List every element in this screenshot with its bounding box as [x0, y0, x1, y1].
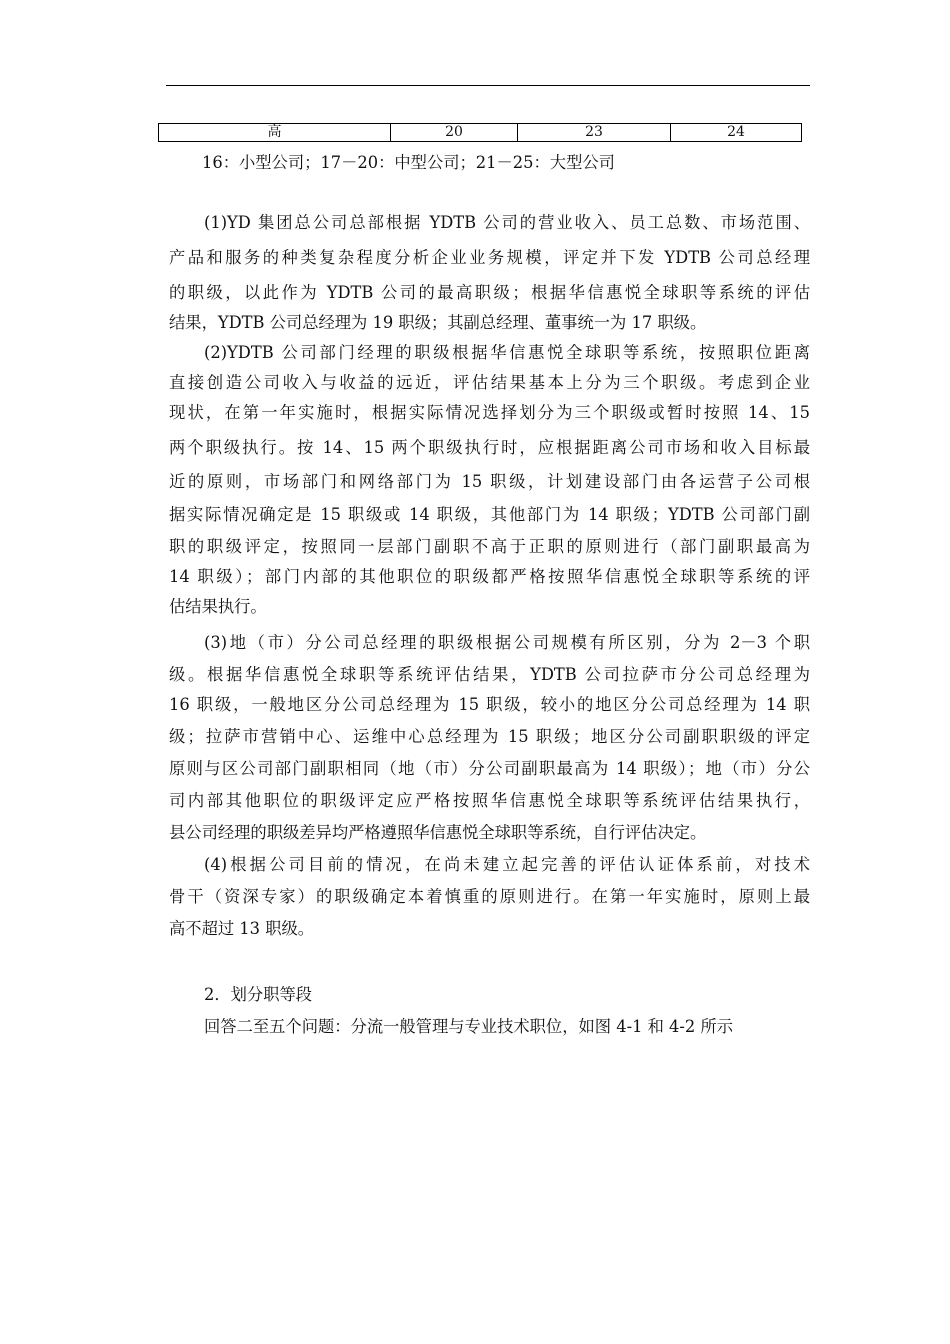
paragraph-2-line-7: 职的职级评定，按照同一层部门副职不高于正职的原则进行（部门副职最高为	[169, 537, 810, 556]
section-heading: 2．划分职等段	[204, 985, 313, 1004]
paragraph-2-line-2: 直接创造公司收入与收益的远近，评估结果基本上分为三个职级。考虑到企业	[169, 373, 810, 392]
table-cell-value: 24	[671, 124, 802, 142]
paragraph-3-line-3: 16 职级，一般地区分公司总经理为 15 职级，较小的地区分公司总经理为 14 职	[169, 695, 810, 714]
paragraph-1-line-2: 产品和服务的种类复杂程度分析企业业务规模，评定并下发 YDTB 公司总经理	[169, 248, 810, 267]
paragraph-4-line-1: (4)根据公司目前的情况，在尚未建立起完善的评估认证体系前，对技术	[204, 855, 810, 874]
table-cell-level: 高	[159, 124, 391, 142]
paragraph-2-line-6: 据实际情况确定是 15 职级或 14 职级，其他部门为 14 职级；YDTB 公司部门副	[169, 505, 810, 524]
paragraph-1-line-3: 的职级，以此作为 YDTB 公司的最高职级；根据华信惠悦全球职等系统的评估	[169, 283, 810, 302]
paragraph-4-line-2: 骨干（资深专家）的职级确定本着慎重的原则进行。在第一年实施时，原则上最	[169, 887, 810, 906]
paragraph-2-line-5: 近的原则，市场部门和网络部门为 15 职级，计划建设部门由各运营子公司根	[169, 472, 810, 491]
paragraph-3-line-2: 级。根据华信惠悦全球职等系统评估结果，YDTB 公司拉萨市分公司总经理为	[169, 665, 810, 684]
paragraph-3-line-7: 县公司经理的职级差异均严格遵照华信惠悦全球职等系统，自行评估决定。	[169, 823, 707, 842]
paragraph-3-line-6: 司内部其他职位的职级评定应严格按照华信惠悦全球职等系统评估结果执行，	[169, 791, 810, 810]
paragraph-3-line-1: (3)地（市）分公司总经理的职级根据公司规模有所区别，分为 2－3 个职	[204, 633, 810, 652]
paragraph-1-line-1: (1)YD 集团总公司总部根据 YDTB 公司的营业收入、员工总数、市场范围、	[204, 213, 810, 232]
closing-line: 回答二至五个问题：分流一般管理与专业技术职位，如图 4-1 和 4-2 所示	[204, 1017, 734, 1036]
table-cell-value: 23	[518, 124, 671, 142]
paragraph-1-line-4: 结果，YDTB 公司总经理为 19 职级；其副总经理、董事统一为 17 职级。	[169, 313, 707, 332]
size-table	[158, 123, 802, 142]
paragraph-2-line-1: (2)YDTB 公司部门经理的职级根据华信惠悦全球职等系统，按照职位距离	[204, 343, 810, 362]
size-note: 16：小型公司；17－20：中型公司；21－25：大型公司	[202, 153, 615, 172]
header-rule	[166, 85, 810, 86]
paragraph-2-line-9: 估结果执行。	[169, 597, 267, 616]
paragraph-2-line-3: 现状，在第一年实施时，根据实际情况选择划分为三个职级或暂时按照 14、15	[169, 403, 810, 422]
paragraph-4-line-3: 高不超过 13 职级。	[169, 919, 315, 938]
table-cell-value: 20	[391, 124, 518, 142]
paragraph-3-line-4: 级；拉萨市营销中心、运维中心总经理为 15 职级；地区分公司副职职级的评定	[169, 727, 810, 746]
table-row	[159, 124, 802, 142]
paragraph-2-line-4: 两个职级执行。按 14、15 两个职级执行时，应根据距离公司市场和收入目标最	[169, 438, 810, 457]
paragraph-3-line-5: 原则与区公司部门副职相同（地（市）分公司副职最高为 14 职级）；地（市）分公	[169, 759, 810, 778]
paragraph-2-line-8: 14 职级）；部门内部的其他职位的职级都严格按照华信惠悦全球职等系统的评	[169, 567, 810, 586]
